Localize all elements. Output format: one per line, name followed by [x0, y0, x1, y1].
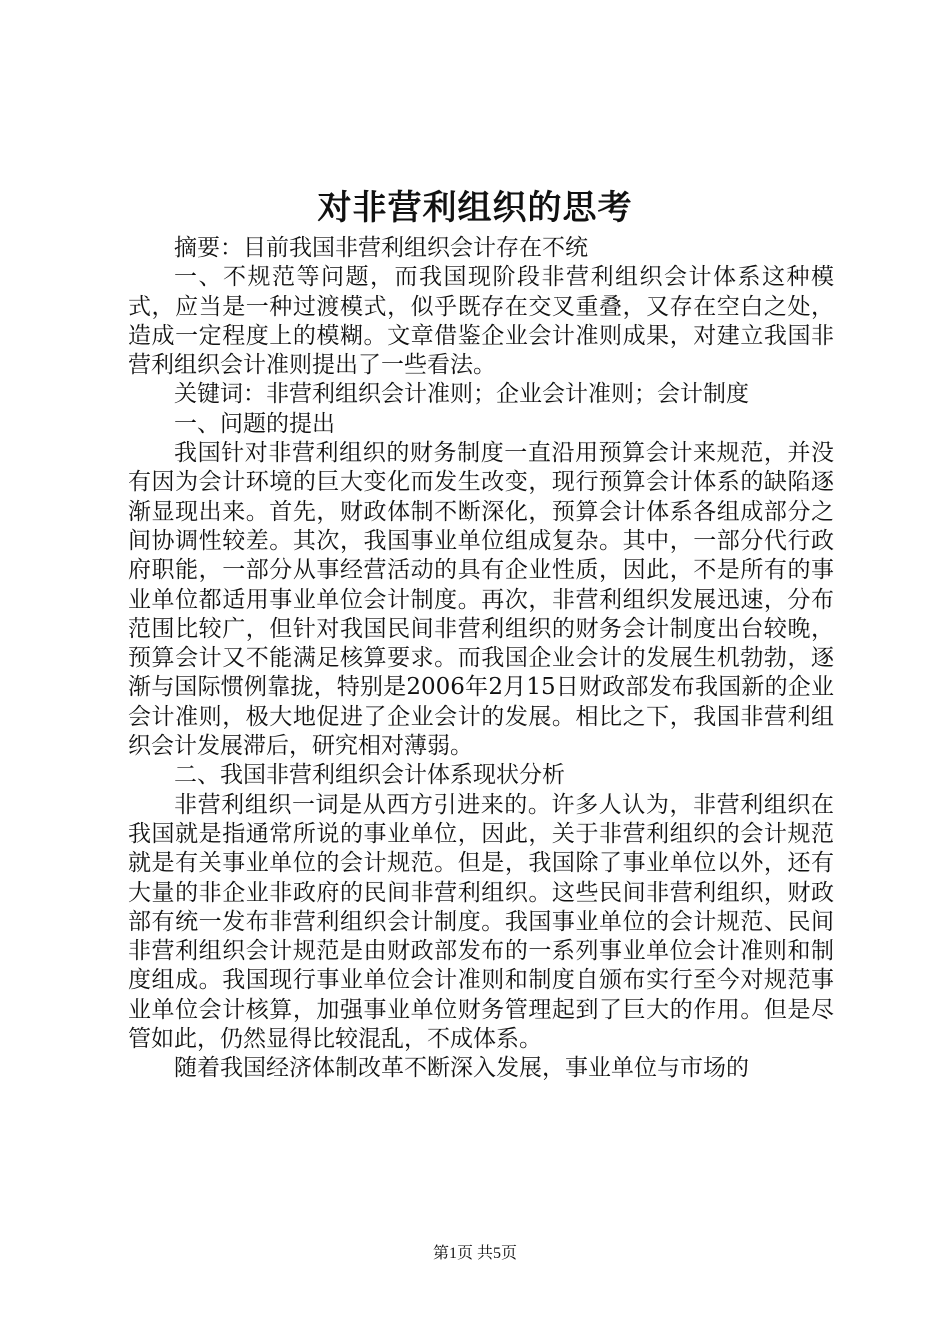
- section-heading-1: 一、问题的提出: [174, 410, 335, 437]
- section-1-paragraph: 我国针对非营利组织的财务制度一直沿用预算会计来规范，并没有因为会计环境的巨大变化而发生改变，现行预算会计体系的缺陷逐渐显现出来。首先，财政体制不断深化，预算会计体系各组成部分之间协调性较差。其次，我国事业单位组成复杂。其中，一部分代行政府职能，一部分从事经营活动的具有企业性质，因此，不是所有的事业单位都适用事业单位会计制度。再次，非营利组织发展迅速，分布范围比较广，但针对我国民间非营利组织的财务会计制度出台较晚，预算会计又不能满足核算要求。而我国企业会计的发展生机勃勃，逐渐与国际惯例靠拢，特别是2006年2月15日财政部发布我国新的企业会计准则，极大地促进了企业会计的发展。相比之下，我国非营利组织会计发展滞后，研究相对薄弱。: [128, 440, 834, 760]
- keywords-line: 关键词：非营利组织会计准则；企业会计准则；会计制度: [174, 381, 749, 408]
- abstract-line: 摘要：目前我国非营利组织会计存在不统: [174, 235, 588, 261]
- section-2-paragraph-1: 非营利组织一词是从西方引进来的。许多人认为，非营利组织在我国就是指通常所说的事业单位，因此，关于非营利组织的会计规范就是有关事业单位的会计规范。但是，我国除了事业单位以外，还有大量的非企业非政府的民间非营利组织。这些民间非营利组织，财政部有统一发布非营利组织会计制度。我国事业单位的会计规范、民间非营利组织会计规范是由财政部发布的一系列事业单位会计准则和制度组成。我国现行事业单位会计准则和制度自颁布实行至今对规范事业单位会计核算，加强事业单位财务管理起到了巨大的作用。但是尽管如此，仍然显得比较混乱，不成体系。: [128, 791, 834, 1053]
- document-body: [128, 234, 834, 1084]
- page-footer: 第1页 共5页: [432, 1245, 517, 1262]
- section-2-paragraph-2: 随着我国经济体制改革不断深入发展，事业单位与市场的: [174, 1055, 749, 1082]
- section-heading-2: 二、我国非营利组织会计体系现状分析: [174, 762, 565, 789]
- abstract-paragraph: 一、不规范等问题，而我国现阶段非营利组织会计体系这种模式，应当是一种过渡模式，似乎既存在交叉重叠，又存在空白之处，造成一定程度上的模糊。文章借鉴企业会计准则成果，对建立我国非营利组织会计准则提出了一些看法。: [128, 264, 834, 379]
- document-title: 对非营利组织的思考: [317, 188, 633, 228]
